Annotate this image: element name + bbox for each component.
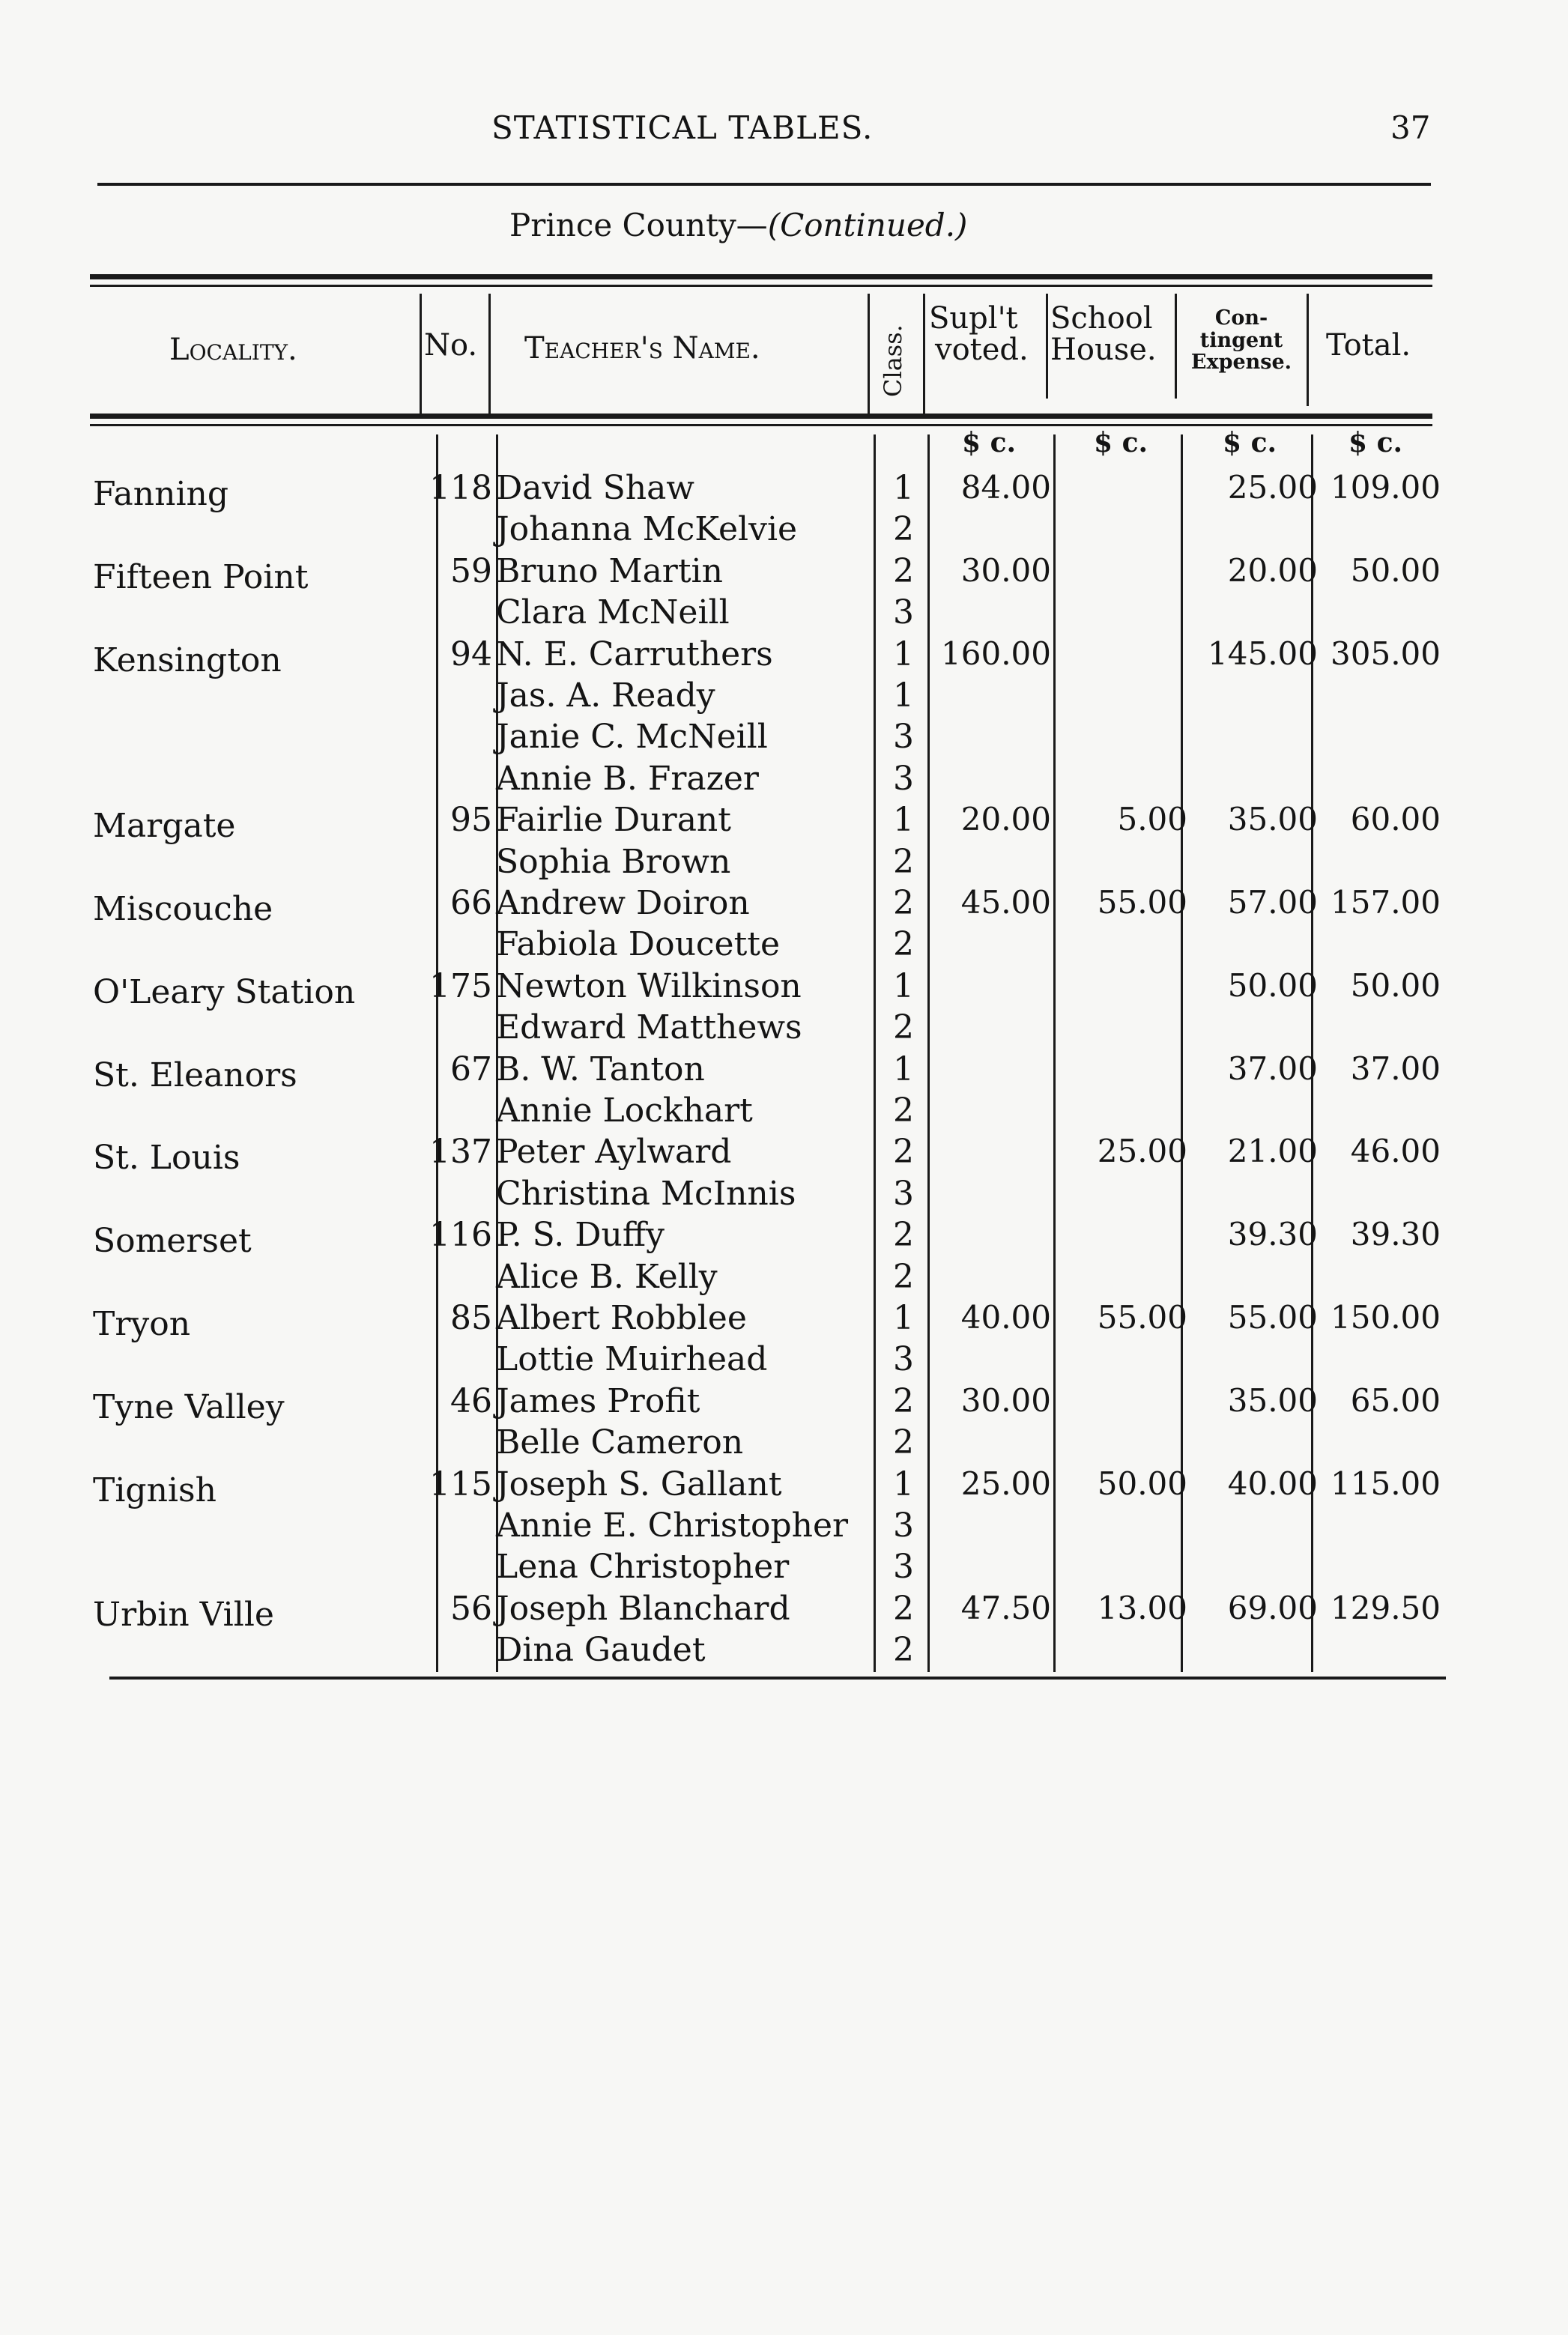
class-cell: 2	[893, 884, 914, 922]
table-row	[0, 1091, 1568, 1133]
teacher-name-cell: Newton Wilkinson	[496, 967, 802, 1005]
table-row	[0, 1382, 1568, 1426]
total-cell: 50.00	[1350, 967, 1441, 1004]
table-row	[0, 925, 1568, 966]
table-row	[0, 1050, 1568, 1094]
table-row	[0, 1340, 1568, 1381]
contingent-expense-cell: 57.00	[1227, 884, 1318, 921]
class-cell: 3	[893, 760, 914, 798]
class-cell: 3	[893, 593, 914, 632]
contingent-expense-cell: 50.00	[1227, 967, 1318, 1004]
header-supl	[929, 303, 1029, 366]
total-cell: 115.00	[1331, 1465, 1441, 1502]
teacher-name-cell: Albert Robblee	[496, 1299, 747, 1337]
class-cell: 1	[893, 1299, 914, 1337]
total-cell: 37.00	[1350, 1050, 1441, 1087]
contingent-expense-cell: 35.00	[1227, 801, 1318, 838]
class-cell: 1	[893, 967, 914, 1005]
table-row	[0, 469, 1568, 513]
table-row	[0, 1506, 1568, 1548]
teacher-name-cell: Dina Gaudet	[496, 1631, 706, 1669]
teacher-name-cell: Annie B. Frazer	[496, 760, 759, 798]
class-cell: 2	[893, 925, 914, 963]
locality-cell: Somerset	[93, 1222, 252, 1260]
teacher-name-cell: Joseph S. Gallant	[496, 1465, 782, 1503]
table-row	[0, 967, 1568, 1011]
teacher-name-cell: B. W. Tanton	[496, 1050, 705, 1088]
teacher-name-cell: Annie E. Christopher	[496, 1506, 849, 1545]
table-row	[0, 676, 1568, 718]
table-row	[0, 1548, 1568, 1589]
teacher-name-cell: Sophia Brown	[496, 843, 731, 881]
class-cell: 2	[893, 843, 914, 881]
table-row	[0, 760, 1568, 801]
class-cell: 2	[893, 510, 914, 548]
supplement-voted-cell: 30.00	[960, 552, 1051, 589]
teacher-name-cell: Jas. A. Ready	[496, 676, 715, 715]
class-cell: 2	[893, 552, 914, 590]
locality-cell: Fifteen Point	[93, 558, 309, 596]
contingent-expense-cell: 21.00	[1227, 1133, 1318, 1169]
teacher-name-cell: Johanna McKelvie	[496, 510, 798, 548]
table-row	[0, 1008, 1568, 1050]
unit-supl: $ c.	[962, 427, 1017, 458]
number-cell: 118	[429, 469, 492, 507]
school-house-cell: 55.00	[1097, 1299, 1187, 1336]
table-row	[0, 1216, 1568, 1260]
class-cell: 1	[893, 1465, 914, 1503]
table-row	[0, 635, 1568, 679]
teacher-name-cell: Andrew Doiron	[496, 884, 750, 922]
class-cell: 3	[893, 1175, 914, 1213]
header-divider	[1307, 294, 1309, 406]
contingent-expense-cell: 40.00	[1227, 1465, 1318, 1502]
header-class: Class.	[879, 324, 907, 397]
table-row	[0, 1590, 1568, 1634]
header-total: Total.	[1326, 328, 1411, 363]
teacher-name-cell: Christina McInnis	[496, 1175, 796, 1213]
number-cell: 67	[450, 1050, 492, 1088]
locality-cell: Urbin Ville	[93, 1596, 274, 1634]
unit-cont: $ c.	[1223, 427, 1277, 458]
contingent-expense-cell: 69.00	[1227, 1590, 1318, 1626]
class-cell: 1	[893, 1050, 914, 1088]
class-cell: 2	[893, 1631, 914, 1669]
total-cell: 157.00	[1331, 884, 1441, 921]
header-divider	[1175, 294, 1177, 399]
teacher-name-cell: P. S. Duffy	[496, 1216, 665, 1254]
header-divider	[420, 294, 422, 414]
bottom-rule	[109, 1677, 1446, 1680]
header-top-rule-thin	[90, 285, 1432, 287]
supplement-voted-cell: 84.00	[960, 469, 1051, 506]
total-cell: 305.00	[1331, 635, 1441, 672]
header-locality: Locality.	[169, 333, 297, 367]
supplement-voted-cell: 160.00	[941, 635, 1051, 672]
contingent-expense-cell: 39.30	[1227, 1216, 1318, 1253]
table-row	[0, 1465, 1568, 1509]
class-cell: 3	[893, 1506, 914, 1545]
teacher-name-cell: Fabiola Doucette	[496, 925, 780, 963]
total-cell: 50.00	[1350, 552, 1441, 589]
table-row	[0, 1175, 1568, 1216]
supplement-voted-cell: 40.00	[960, 1299, 1051, 1336]
header-school-line2: House.	[1050, 333, 1157, 367]
header-supl-line1: Supl't	[929, 301, 1018, 336]
number-cell: 94	[450, 635, 492, 673]
class-cell: 1	[893, 676, 914, 715]
total-cell: 39.30	[1350, 1216, 1441, 1253]
school-house-cell: 25.00	[1097, 1133, 1187, 1169]
table-row	[0, 1299, 1568, 1343]
table-subtitle	[509, 207, 967, 243]
header-school-house	[1050, 303, 1157, 366]
total-cell: 65.00	[1350, 1382, 1441, 1419]
number-cell: 175	[429, 967, 492, 1005]
table-row	[0, 552, 1568, 596]
class-cell: 2	[893, 1590, 914, 1628]
contingent-expense-cell: 25.00	[1227, 469, 1318, 506]
teacher-name-cell: Clara McNeill	[496, 593, 730, 632]
contingent-expense-cell: 20.00	[1227, 552, 1318, 589]
contingent-expense-cell: 37.00	[1227, 1050, 1318, 1087]
locality-cell: Fanning	[93, 475, 229, 513]
number-cell: 137	[429, 1133, 492, 1171]
table-row	[0, 1133, 1568, 1177]
header-school-line1: School	[1050, 301, 1153, 336]
header-divider	[1046, 294, 1048, 399]
teacher-name-cell: David Shaw	[496, 469, 694, 507]
school-house-cell: 5.00	[1117, 801, 1187, 838]
number-cell: 115	[429, 1465, 492, 1503]
number-cell: 59	[450, 552, 492, 590]
supplement-voted-cell: 30.00	[960, 1382, 1051, 1419]
number-cell: 66	[450, 884, 492, 922]
header-bottom-rule-thin	[90, 424, 1432, 426]
table-row	[0, 801, 1568, 845]
header-no: No.	[424, 328, 478, 363]
class-cell: 1	[893, 801, 914, 839]
table-row	[0, 1423, 1568, 1465]
teacher-name-cell: N. E. Carruthers	[496, 635, 773, 673]
class-cell: 3	[893, 718, 914, 756]
number-cell: 46	[450, 1382, 492, 1420]
total-cell: 60.00	[1350, 801, 1441, 838]
county-name: Prince County—	[509, 207, 768, 243]
header-divider	[868, 294, 870, 414]
class-cell: 1	[893, 469, 914, 507]
contingent-expense-cell: 35.00	[1227, 1382, 1318, 1419]
unit-school: $ c.	[1094, 427, 1148, 458]
header-supl-line2: voted.	[935, 333, 1029, 367]
table-row	[0, 510, 1568, 551]
table-row	[0, 884, 1568, 928]
teacher-name-cell: Joseph Blanchard	[496, 1590, 790, 1628]
class-cell: 2	[893, 1258, 914, 1296]
total-cell: 109.00	[1331, 469, 1441, 506]
table-row	[0, 1631, 1568, 1672]
class-cell: 2	[893, 1091, 914, 1130]
class-cell: 2	[893, 1008, 914, 1047]
school-house-cell: 13.00	[1097, 1590, 1187, 1626]
number-cell: 56	[450, 1590, 492, 1628]
class-cell: 2	[893, 1216, 914, 1254]
total-cell: 46.00	[1350, 1133, 1441, 1169]
header-cont-line2: tingent	[1199, 328, 1283, 352]
supplement-voted-cell: 25.00	[960, 1465, 1051, 1502]
total-cell: 150.00	[1331, 1299, 1441, 1336]
header-cont-line1: Con-	[1214, 306, 1268, 330]
locality-cell: O'Leary Station	[93, 973, 356, 1011]
header-divider	[488, 294, 491, 414]
teacher-name-cell: Lena Christopher	[496, 1548, 790, 1586]
class-cell: 3	[893, 1340, 914, 1378]
teacher-name-cell: Peter Aylward	[496, 1133, 732, 1171]
teacher-name-cell: Alice B. Kelly	[496, 1258, 718, 1296]
header-teacher-name: Teacher's Name.	[524, 331, 760, 366]
table-row	[0, 718, 1568, 759]
number-cell: 95	[450, 801, 492, 839]
table-row	[0, 593, 1568, 635]
number-cell: 85	[450, 1299, 492, 1337]
locality-cell: Miscouche	[93, 890, 273, 928]
running-title: STATISTICAL TABLES.	[491, 109, 874, 146]
teacher-name-cell: Janie C. McNeill	[496, 718, 768, 756]
header-top-rule	[90, 274, 1432, 279]
locality-cell: St. Eleanors	[93, 1056, 297, 1094]
locality-cell: Kensington	[93, 641, 282, 679]
top-rule	[97, 183, 1431, 186]
contingent-expense-cell: 145.00	[1208, 635, 1318, 672]
total-cell: 129.50	[1331, 1590, 1441, 1626]
teacher-name-cell: Annie Lockhart	[496, 1091, 753, 1130]
supplement-voted-cell: 47.50	[960, 1590, 1051, 1626]
locality-cell: St. Louis	[93, 1139, 240, 1177]
locality-cell: Tignish	[93, 1471, 217, 1509]
class-cell: 2	[893, 1423, 914, 1462]
teacher-name-cell: Fairlie Durant	[496, 801, 731, 839]
header-bottom-rule	[90, 414, 1432, 419]
header-contingent-expense	[1185, 307, 1298, 374]
locality-cell: Tryon	[93, 1305, 191, 1343]
class-cell: 1	[893, 635, 914, 673]
number-cell: 116	[429, 1216, 492, 1254]
teacher-name-cell: Edward Matthews	[496, 1008, 802, 1047]
teacher-name-cell: James Profit	[496, 1382, 700, 1420]
class-cell: 3	[893, 1548, 914, 1586]
locality-cell: Margate	[93, 807, 236, 845]
locality-cell: Tyne Valley	[93, 1388, 285, 1426]
table-row	[0, 1258, 1568, 1299]
header-divider	[923, 294, 925, 414]
continued-note: (Continued.)	[767, 207, 968, 243]
class-cell: 2	[893, 1382, 914, 1420]
teacher-name-cell: Lottie Muirhead	[496, 1340, 768, 1378]
header-cont-line3: Expense.	[1190, 351, 1292, 375]
unit-total: $ c.	[1348, 427, 1403, 458]
class-cell: 2	[893, 1133, 914, 1171]
table-row	[0, 843, 1568, 884]
teacher-name-cell: Belle Cameron	[496, 1423, 744, 1462]
supplement-voted-cell: 20.00	[960, 801, 1051, 838]
contingent-expense-cell: 55.00	[1227, 1299, 1318, 1336]
teacher-name-cell: Bruno Martin	[496, 552, 723, 590]
school-house-cell: 55.00	[1097, 884, 1187, 921]
supplement-voted-cell: 45.00	[960, 884, 1051, 921]
school-house-cell: 50.00	[1097, 1465, 1187, 1502]
page-number: 37	[1390, 109, 1431, 146]
